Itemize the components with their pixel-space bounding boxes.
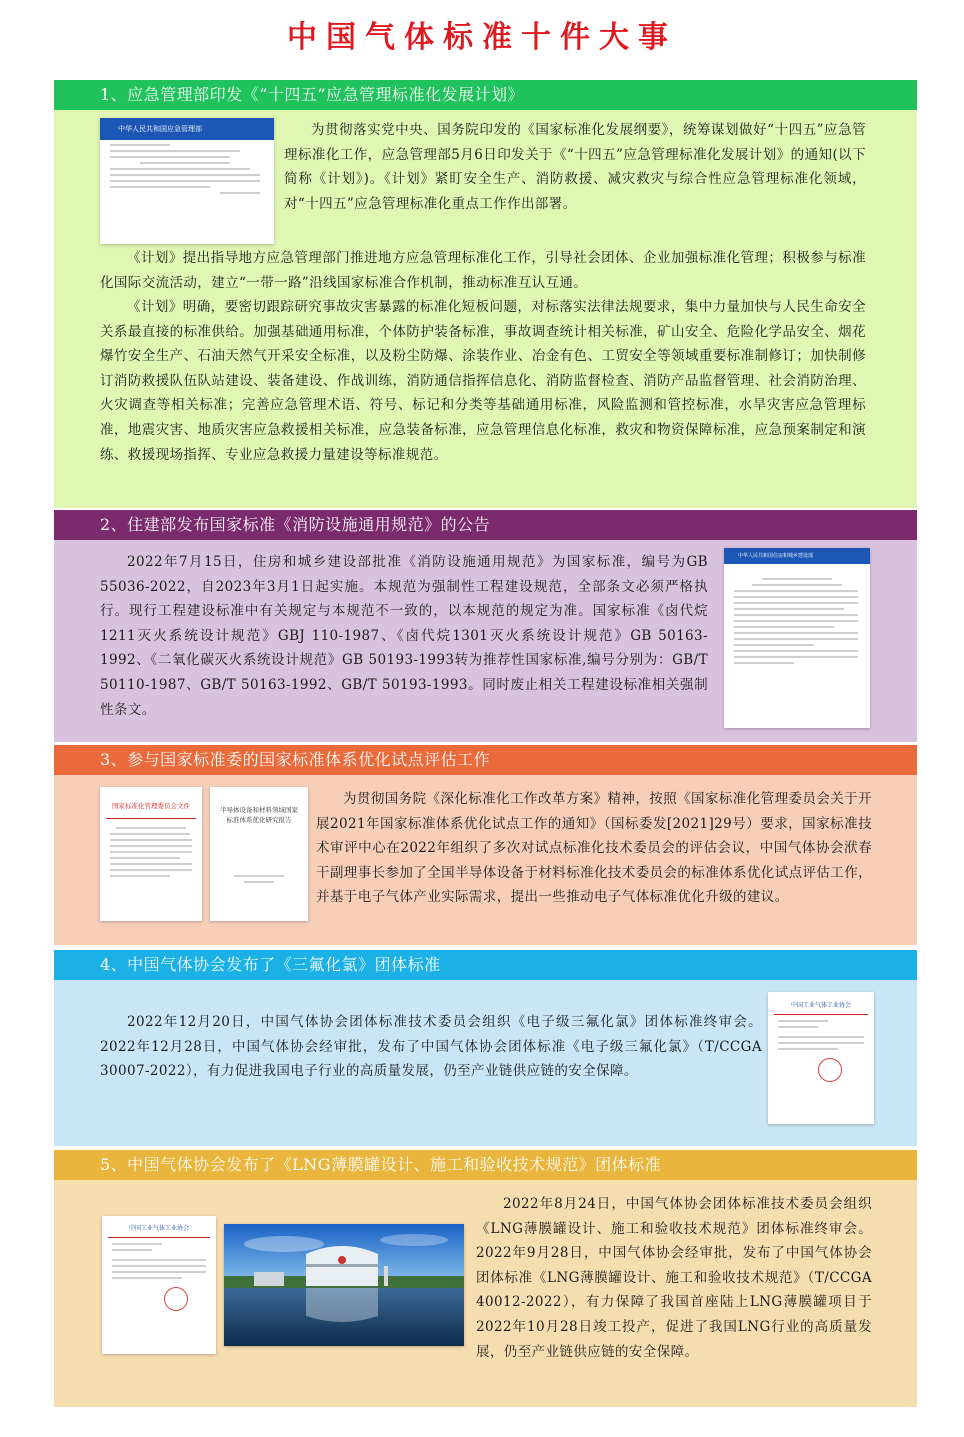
section-4-image-title: 中国工业气体工业协会 <box>790 1002 851 1009</box>
section-4-paragraph-1: 2022年12月20日，中国气体协会团体标准技术委员会组织《电子级三氟化氯》团体标准终审会。2022年12月28日，中国气体协会经审批，发布了中国气体协会团体标准《电子级三氟化氯》（T/CCGA 30007-2022），有力促进我国电子行业的高质量发展，仍至产业链供应链的安全保障。 <box>100 1014 762 1080</box>
section-4 <box>54 950 917 1146</box>
section-3-image-2-title: 半导体设备和材料领域国家标准体系优化研究报告 <box>220 806 298 824</box>
section-5-document-image <box>102 1216 216 1354</box>
section-5 <box>54 1150 917 1407</box>
section-5-paragraph-1: 2022年8月24日，中国气体协会团体标准技术委员会组织《LNG薄膜罐设计、施工和验收技术规范》团体标准终审会。2022年9月28日，中国气体协会经审批，发布了中国气体协会团体标准《LNG薄膜罐设计、施工和验收技术规范》（T/CCGA 40012-2022），有力保障了我国首座陆上LNG薄膜罐项目于2022年10月28日竣工投产，促进了我国LNG行业的高质量发展，仍至产业链供应链的安全保障。 <box>476 1196 872 1360</box>
section-1 <box>54 80 917 508</box>
section-3-paragraph-1: 为贯彻国务院《深化标准化工作改革方案》精神，按照《国家标准化管理委员会关于开展2021年国家标准体系优化试点工作的通知》（国标委发[2021]29号）要求，国家标准技术审评中心在2022年组织了多次对试点标准化技术委员会的评估会议，中国气体协会洑春干副理事长参加了全国半导体设备于材料标准化技术委员会的标准体系优化试点评估工作，并基于电子气体产业实际需求，提出一些推动电子气体标准优化升级的建议。 <box>316 791 872 905</box>
section-2-image-banner: 中华人民共和国住房和城乡建设部 <box>724 548 870 564</box>
section-5-header: 5、中国气体协会发布了《LNG薄膜罐设计、施工和验收技术规范》团体标准 <box>54 1150 917 1180</box>
section-2 <box>54 510 917 742</box>
section-1-document-image <box>100 118 274 244</box>
page-title: 中国气体标准十件大事 <box>287 20 677 55</box>
section-2-header: 2、住建部发布国家标准《消防设施通用规范》的公告 <box>54 510 917 540</box>
lng-tank-photo <box>224 1224 464 1346</box>
section-3 <box>54 745 917 945</box>
section-4-document-image <box>768 992 874 1124</box>
section-3-document-image-1 <box>100 787 202 921</box>
section-1-body <box>54 110 917 508</box>
seal-icon <box>818 1058 842 1082</box>
section-4-header: 4、中国气体协会发布了《三氟化氯》团体标准 <box>54 950 917 980</box>
section-5-image-title: 中国工业气体工业协会 <box>128 1225 189 1232</box>
section-1-paragraph-1: 为贯彻落实党中央、国务院印发的《国家标准化发展纲要》，统筹谋划做好“十四五”应急管理标准化工作，应急管理部5月6日印发关于《“十四五”应急管理标准化发展计划》的通知(以下简称《计划》)。《计划》紧盯安全生产、消防救援、减灾救灾与综合性应急管理标准化领域，对“十四五”应急管理标准化重点工作作出部署。 <box>284 122 866 212</box>
section-3-header: 3、参与国家标准委的国家标准体系优化试点评估工作 <box>54 745 917 775</box>
section-1-header: 1、应急管理部印发《“十四五”应急管理标准化发展计划》 <box>54 80 917 110</box>
section-2-body <box>54 540 917 742</box>
section-2-document-image <box>724 548 870 728</box>
seal-icon <box>164 1287 188 1311</box>
section-3-image-1-title: 国家标准化管理委员会文件 <box>112 802 190 810</box>
section-3-body <box>54 775 917 945</box>
section-1-paragraph-2: 《计划》提出指导地方应急管理部门推进地方应急管理标准化工作，引导社会团体、企业加强标准化管理；积极参与标准化国际交流活动，建立“一带一路”沿线国家标准合作机制，推动标准互认互通。 <box>100 250 866 291</box>
section-2-paragraph-1: 2022年7月15日，住房和城乡建设部批准《消防设施通用规范》为国家标准，编号为GB 55036-2022，自2023年3月1日起实施。本规范为强制性工程建设规范，全部条文必须严格执行。现行工程建设标准中有关规定与本规范不一致的，以本规范的规定为准。国家标准《卤代烷1211灭火系统设计规范》GBJ 110-1987、《卤代烷1301灭火系统设计规范》GB 50163-1992、《二氧化碳灭火系统设计规范》GB 50193-1993转为推荐性国家标准,编号分别为：GB/T 50110-1987、GB/T 50163-1992、GB/T 50193-1993。同时废止相关工程建设标准相关强制性条文。 <box>100 554 708 718</box>
lng-tank-photo-graphic <box>224 1224 464 1346</box>
section-3-document-image-2 <box>210 787 308 921</box>
section-5-body <box>54 1180 917 1407</box>
section-1-image-banner: 中华人民共和国应急管理部 <box>100 118 274 140</box>
section-4-body <box>54 980 917 1146</box>
section-1-paragraph-3: 《计划》明确，要密切跟踪研究事故灾害暴露的标准化短板问题，对标落实法律法规要求，集中力量加快与人民生命安全关系最直接的标准供给。加强基础通用标准，个体防护装备标准，事故调查统计相关标准，矿山安全、危险化学品安全、烟花爆竹安全生产、石油天然气开采安全标准，以及粉尘防爆、涂装作业、冶金有色、工贸安全等领域重要标准制修订；加快制修订消防救援队伍队站建设、装备建设、作战训练，消防通信指挥信息化、消防监督检查、消防产品监督管理、社会消防治理、火灾调查等相关标准；完善应急管理术语、符号、标记和分类等基础通用标准，风险监测和管控标准，水旱灾害应急管理标准，地震灾害、地质灾害应急救援相关标准，应急装备标准，应急管理信息化标准，救灾和物资保障标准，应急预案制定和演练、救援现场指挥、专业应急救援力量建设等标准规范。 <box>100 299 866 463</box>
